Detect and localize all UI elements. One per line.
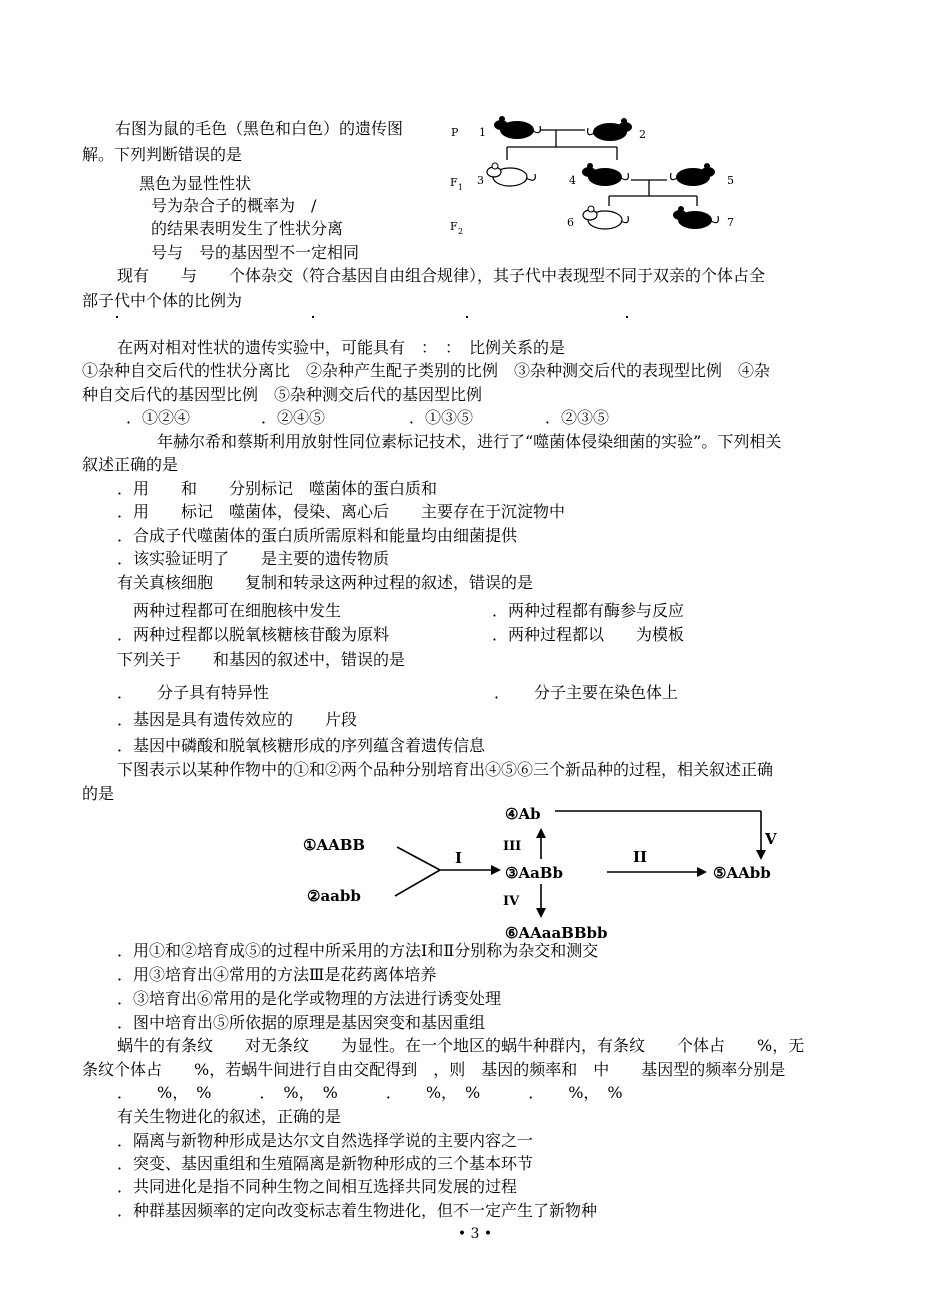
mouse-number-4: 4: [569, 174, 576, 187]
q6-option-b: ． 分子主要在染色体上: [494, 683, 679, 702]
q7-option-a: ．用①和②培育成⑤的过程中所采用的方法Ⅰ和Ⅱ分别称为杂交和测交: [117, 941, 599, 960]
black-mouse-4-icon: [582, 163, 628, 186]
q9-option-d: ．种群基因频率的定向改变标志着生物进化，但不一定产生了新物种: [117, 1201, 598, 1220]
step-label-v: V: [765, 830, 777, 848]
q3-option-b: ．②④⑤: [261, 408, 326, 427]
q9-stem: 有关生物进化的叙述，正确的是: [117, 1107, 342, 1126]
q2-option-d-marker: [626, 316, 628, 318]
q8-stem-line2: 条纹个体占 %，若蜗牛间进行自由交配得到 ，则 基因的频率和 中 基因型的频率分别是: [82, 1060, 786, 1079]
q3-option-d: ．②③⑤: [545, 408, 610, 427]
page-number: • 3 •: [457, 1226, 493, 1242]
q6-option-c: ．基因是具有遗传效应的 片段: [117, 710, 358, 729]
black-mouse-2-icon: [588, 118, 632, 141]
mouse-number-1: 1: [479, 126, 486, 139]
q7-option-c: ．③培育出⑥常用的是化学或物理的方法进行诱变处理: [117, 989, 502, 1008]
q1-option-b: 号为杂合子的概率为 /: [151, 196, 317, 215]
node-aabb-parent-1: ①AABB: [303, 836, 366, 854]
node-ab-4: ④Ab: [505, 805, 541, 823]
q4-stem-line1: 年赫尔希和蔡斯利用放射性同位素标记技术，进行了“噬菌体侵染细菌的实验”。下列相关: [157, 432, 782, 451]
gen-sub-f1: 1: [458, 183, 464, 192]
node-aabb-hybrid-3: ③AaBb: [505, 864, 563, 882]
q4-stem-line2: 叙述正确的是: [82, 455, 179, 474]
q2-option-a-marker: [116, 316, 118, 318]
q2-stem-line2: 部子代中个体的比例为: [82, 291, 243, 310]
node-aabb-5: ⑤AAbb: [713, 864, 771, 882]
q1-option-c: 的结果表明发生了性状分离: [151, 219, 344, 238]
q4-option-b: ．用 标记 噬菌体，侵染、离心后 主要存在于沉淀物中: [117, 502, 566, 521]
q5-stem: 有关真核细胞 复制和转录这两种过程的叙述，错误的是: [117, 573, 534, 592]
q2-option-c-marker: [466, 316, 468, 318]
step-label-iv: IV: [503, 894, 520, 909]
q2-option-b-marker: [312, 316, 314, 318]
q6-stem: 下列关于 和基因的叙述中，错误的是: [117, 650, 406, 669]
q5-option-a: 两种过程都可在细胞核中发生: [133, 601, 342, 620]
q8-stem-line1: 蜗牛的有条纹 对无条纹 为显性。在一个地区的蜗牛种群内，有条纹 个体占 %，无: [117, 1036, 805, 1055]
mouse-number-2: 2: [639, 128, 646, 141]
step-label-iii: III: [503, 839, 522, 854]
mouse-pedigree-figure: [445, 112, 745, 247]
gen-label-f1: F: [450, 176, 458, 189]
q4-option-d: ．该实验证明了 是主要的遗传物质: [117, 549, 390, 568]
step-label-ii: II: [633, 848, 648, 866]
white-mouse-3-icon: [487, 163, 535, 186]
black-mouse-1-icon: [494, 116, 540, 139]
node-aabb-parent-2: ②aabb: [307, 887, 361, 905]
mouse-number-6: 6: [567, 216, 574, 229]
q3-option-a: ．①②④: [126, 408, 191, 427]
white-mouse-6-icon: [583, 206, 628, 229]
q4-option-a: ．用 和 分别标记 噬菌体的蛋白质和: [117, 479, 438, 498]
mouse-number-7: 7: [727, 216, 734, 229]
mouse-number-5: 5: [727, 174, 734, 187]
node-aaaabbbb-6: ⑥AAaaBBbb: [505, 924, 608, 942]
black-mouse-5-icon: [671, 163, 715, 186]
q6-option-d: ．基因中磷酸和脱氧核糖形成的序列蕴含着遗传信息: [117, 736, 486, 755]
step-label-i: I: [455, 849, 463, 867]
q7-option-b: ．用③培育出④常用的方法Ⅲ是花药离体培养: [117, 965, 437, 984]
q1-stem-line2: 解。下列判断错误的是: [82, 145, 243, 164]
q3-stem: 在两对相对性状的遗传实验中，可能具有 ： ： 比例关系的是: [117, 338, 566, 357]
q9-option-b: ．突变、基因重组和生殖隔离是新物种形成的三个基本环节: [117, 1154, 534, 1173]
q9-option-a: ．隔离与新物种形成是达尔文自然选择学说的主要内容之一: [117, 1131, 534, 1150]
q5-option-b: ．两种过程都有酶参与反应: [492, 601, 685, 620]
q7-stem-line1: 下图表示以某种作物中的①和②两个品种分别培育出④⑤⑥三个新品种的过程，相关叙述正确: [117, 760, 774, 779]
q1-stem-line1: 右图为鼠的毛色（黑色和白色）的遗传图: [115, 119, 404, 138]
q2-stem-line1: 现有 与 个体杂交（符合基因自由组合规律），其子代中表现型不同于双亲的个体占全: [117, 266, 766, 285]
q4-option-c: ．合成子代噬菌体的蛋白质所需原料和能量均由细菌提供: [117, 526, 518, 545]
gen-label-f2: F: [450, 220, 458, 233]
q3-items-line2: 种自交后代的基因型比例 ⑤杂种测交后代的基因型比例: [82, 385, 483, 404]
gen-label-p: P: [451, 126, 459, 139]
mouse-number-3: 3: [477, 174, 484, 187]
q7-stem-line2: 的是: [82, 784, 115, 803]
q6-option-a: ． 分子具有特异性: [117, 683, 270, 702]
breeding-process-diagram: [295, 800, 805, 942]
q5-option-d: ．两种过程都以 为模板: [492, 625, 685, 644]
q3-items-line1: ①杂种自交后代的性状分离比 ②杂种产生配子类别的比例 ③杂种测交后代的表现型比例 ④杂: [82, 361, 771, 380]
q1-option-d: 号与 号的基因型不一定相同: [151, 243, 360, 262]
q7-option-d: ．图中培育出⑤所依据的原理是基因突变和基因重组: [117, 1013, 486, 1032]
q5-option-c: ．两种过程都以脱氧核糖核苷酸为原料: [117, 625, 390, 644]
q3-option-c: ．①③⑤: [409, 408, 474, 427]
q1-option-a: 黑色为显性性状: [139, 174, 252, 193]
q9-option-c: ．共同进化是指不同种生物之间相互选择共同发展的过程: [117, 1177, 518, 1196]
black-mouse-7-icon: [673, 206, 718, 229]
gen-sub-f2: 2: [458, 227, 464, 236]
q8-options: ． %， % ． %， % ． %， % ． %， %: [117, 1083, 623, 1102]
